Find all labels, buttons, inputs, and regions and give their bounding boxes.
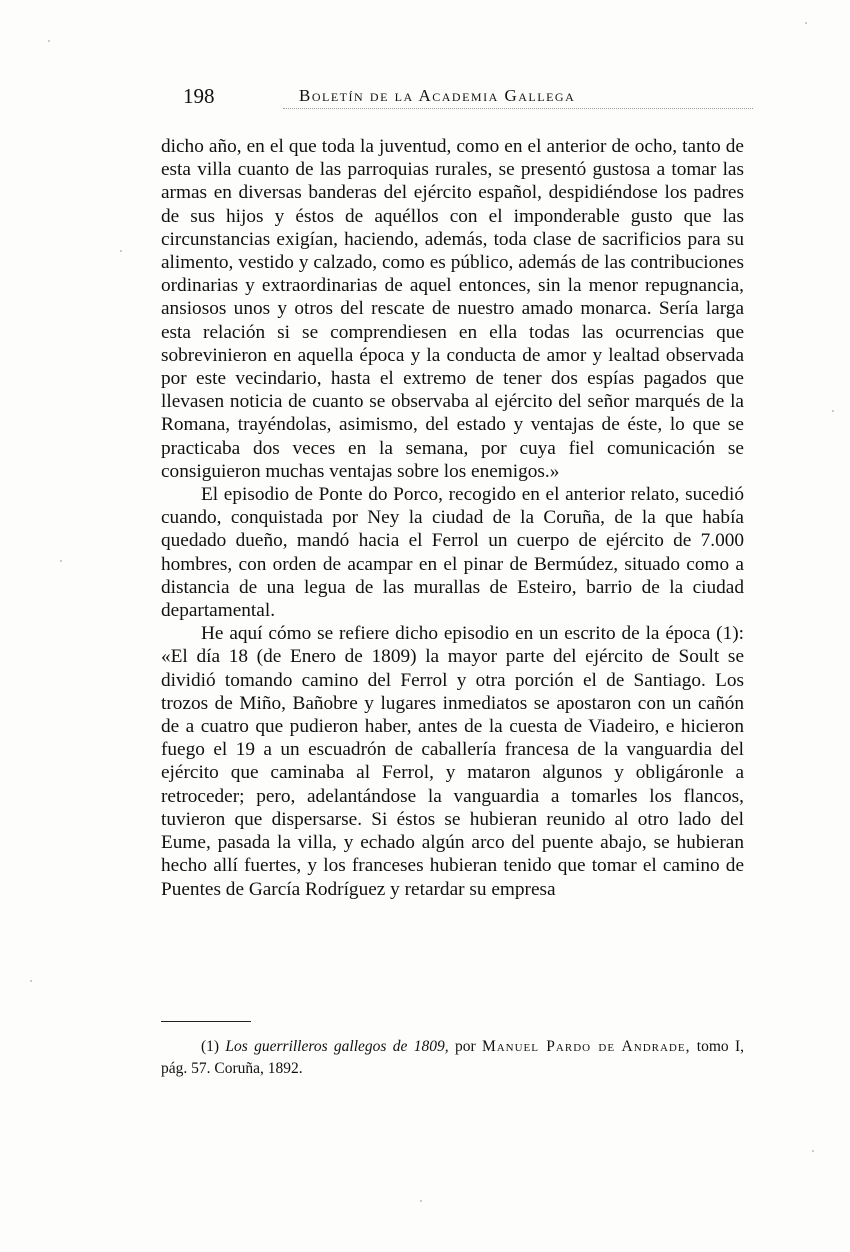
body-text (161, 135, 744, 901)
footnote (161, 1036, 744, 1080)
footnote-title: Los guerrilleros gallegos de 1809, (225, 1038, 449, 1055)
footnote-details: tomo I, pág. 57. Coruña, 1892. (161, 1038, 745, 1077)
header-rule (283, 108, 753, 109)
footnote-rule (161, 1021, 251, 1022)
scan-speckle (120, 250, 122, 252)
scan-speckle (805, 22, 807, 24)
running-head: Boletín de la Academia Gallega (299, 86, 576, 105)
footnote-by: por (454, 1038, 476, 1055)
page-number: 198 (183, 84, 215, 108)
scan-speckle (30, 980, 32, 982)
page-header (163, 84, 753, 110)
scan-speckle (420, 1200, 422, 1202)
footnote-author: Manuel Pardo de Andrade, (481, 1038, 691, 1055)
scan-speckle (60, 560, 62, 562)
paragraph-3: He aquí cómo se refiere dicho episodio en un escrito de la época (1): «El día 18 (de Enero de 1809) la mayor parte del ejército de Soult se dividió tomando camino del Ferrol y otra porción el de Santiago. Los trozos de Miño, Bañobre y lugares inmediatos se apostaron con un cañón de a cuatro que pudieron haber, antes de la cuesta de Viadeiro, e hicieron fuego el 19 a un escuadrón de caballería francesa de la vanguardia del ejército que caminaba al Ferrol, y mataron algunos y obligáronle a retroceder; pero, adelantándose la vanguardia a tomarles los flancos, tuvieron que dispersarse. Si éstos se hubieran reunido al otro lado del Eume, pasada la villa, y echado algún arco del puente abajo, se hubieran hecho allí fuertes, y los franceses hubieran tenido que tomar el camino de Puentes de García Rodríguez y retardar su empresa (161, 623, 744, 900)
paragraph-2: El episodio de Ponte do Porco, recogido en el anterior relato, sucedió cuando, conquistada por Ney la ciudad de la Coruña, de la que había quedado dueño, mandó hacia el Ferrol un cuerpo de ejército de 7.000 hombres, con orden de acampar en el pinar de Bermúdez, situado como a distancia de una legua de las murallas de Esteiro, barrio de la ciudad departamental. (161, 484, 744, 622)
scan-speckle (48, 40, 50, 42)
footnote-marker: (1) (201, 1038, 220, 1055)
scan-speckle (832, 410, 834, 412)
scan-speckle (812, 1150, 814, 1152)
paragraph-1: dicho año, en el que toda la juventud, como en el anterior de ocho, tanto de esta villa cuanto de las parroquias rurales, se presentó gustosa a tomar las armas en diversas banderas del ejército español, despidiéndose los padres de sus hijos y éstos de aquéllos con el imponderable gusto que las circunstancias exigían, haciendo, además, toda clase de sacrificios para su alimento, vestido y calzado, como es público, además de las contribuciones ordinarias y extraordinarias de aquel entonces, sin la menor repugnancia, ansiosos unos y otros del rescate de nuestro amado monarca. Sería larga esta relación si se comprendiesen en ella todas las ocurrencias que sobrevinieron en aquella época y la conducta de amor y lealtad observada por este vecindario, hasta el extremo de tener dos espías pagados que llevasen noticia de cuanto se observaba al ejército del señor marqués de la Romana, trayéndolas, asimismo, del estado y ventajas de éste, lo que se practicaba dos veces en la semana, por cuya fiel comunicación se consiguieron muchas ventajas sobre los enemigos.» (161, 136, 744, 482)
